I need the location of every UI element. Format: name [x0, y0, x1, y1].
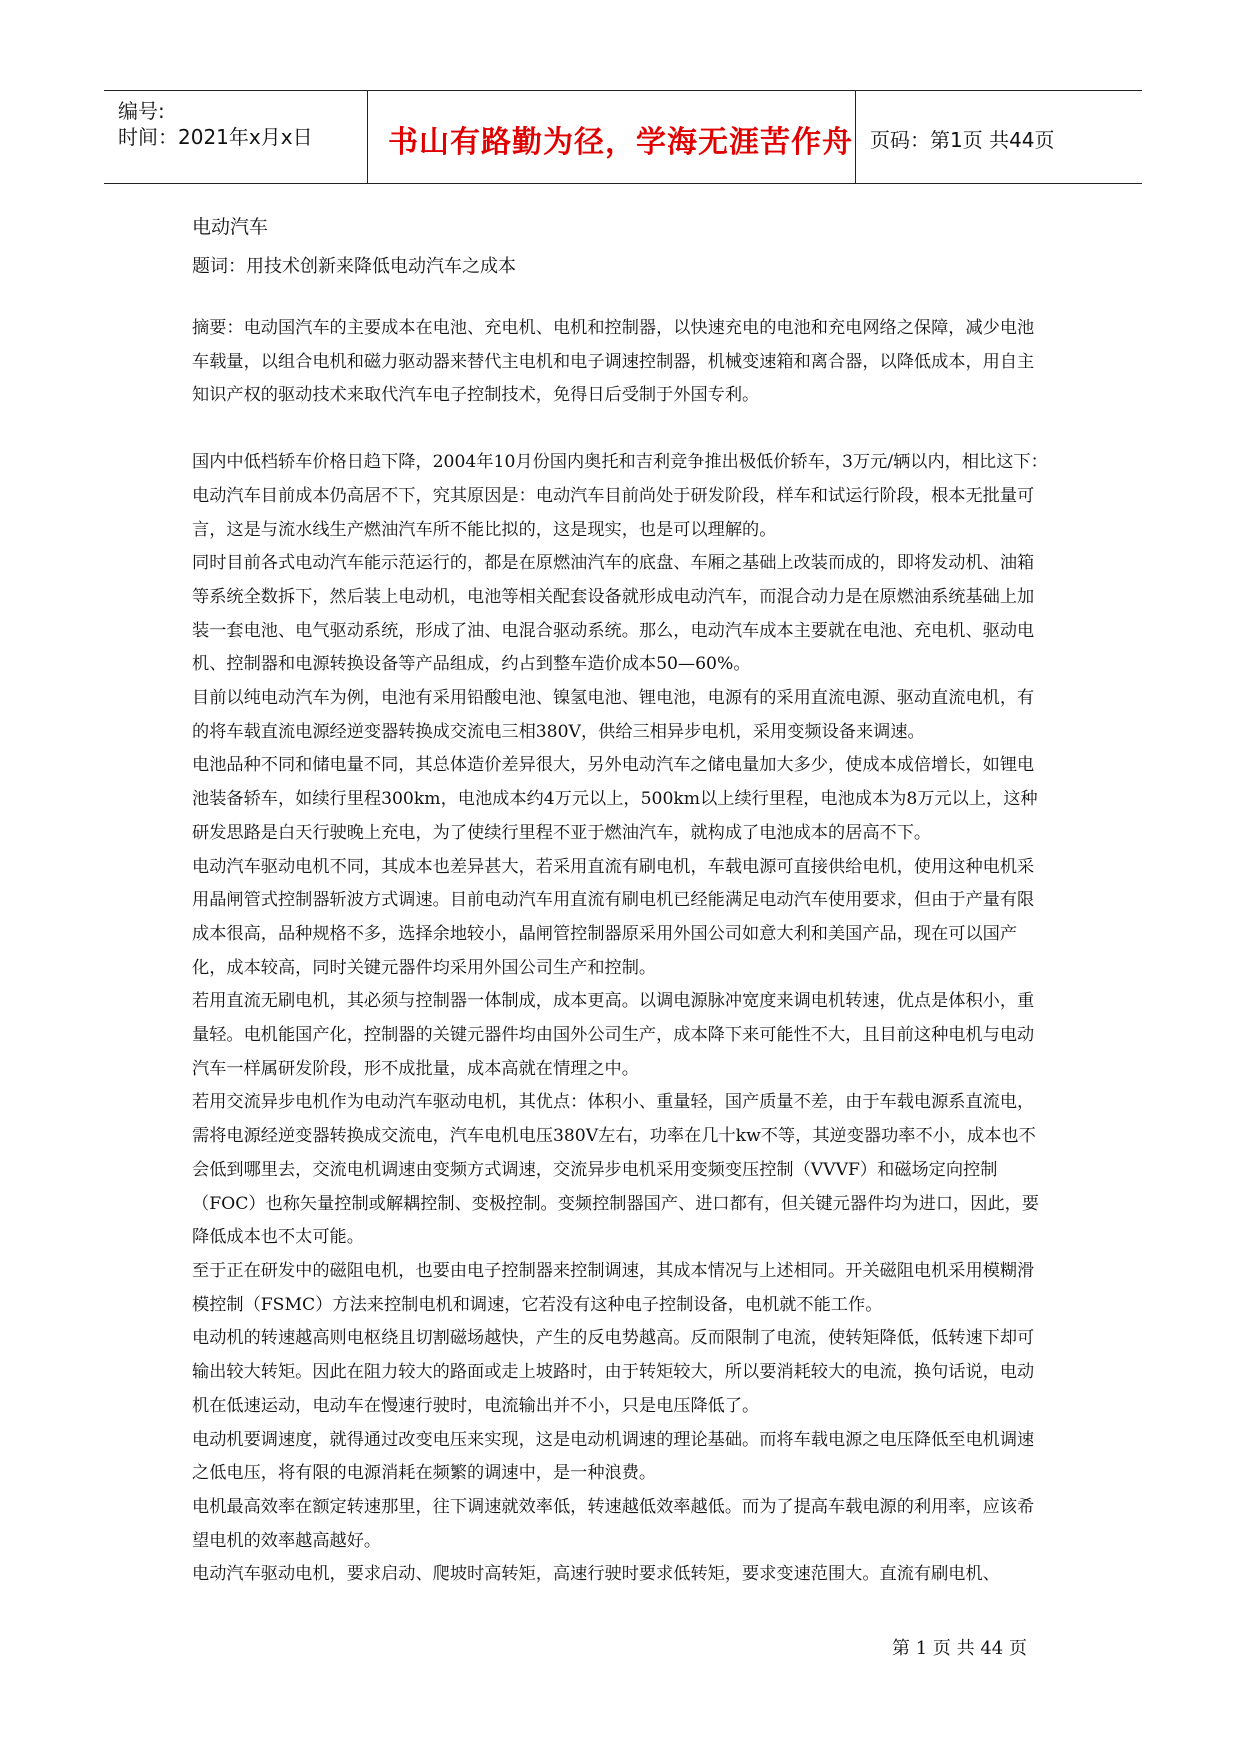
header-page-cell — [856, 91, 1142, 183]
header-motto: 书山有路勤为径，学海无涯苦作舟 — [388, 125, 853, 160]
header-motto-cell — [368, 91, 856, 183]
body-paragraph: 电池品种不同和储电量不同，其总体造价差异很大，另外电动汽车之储电量加大多少，使成本成倍增长，如锂电池装备轿车，如续行里程300km，电池成本约4万元以上，500km以上续行里程，电池成本为8万元以上，这种研发思路是白天行驶晚上充电，为了使续行里程不亚于燃油汽车，就构成了电池成本的居高不下。 — [192, 755, 1038, 843]
body-paragraph: 电动汽车驱动电机，要求启动、爬坡时高转矩，高速行驶时要求低转矩，要求变速范围大。直流有刷电机、 — [192, 1564, 1000, 1585]
body-paragraph: 目前以纯电动汽车为例，电池有采用铅酸电池、镍氢电池、锂电池，电源有的采用直流电源、驱动直流电机，有的将车载直流电源经逆变器转换成交流电三相380V，供给三相异步电机，采用变频设备来调速。 — [192, 688, 1035, 742]
body-paragraph: 若用直流无刷电机，其必须与控制器一体制成，成本更高。以调电源脉冲宽度来调电机转速，优点是体积小，重量轻。电机能国产化，控制器的关键元器件均由国外公司生产，成本降下来可能性不大，且目前这种电机与电动汽车一样属研发阶段，形不成批量，成本高就在情理之中。 — [192, 991, 1035, 1079]
body-paragraph: 电动机要调速度，就得通过改变电压来实现，这是电动机调速的理论基础。而将车载电源之电压降低至电机调速之低电压，将有限的电源消耗在频繁的调速中，是一种浪费。 — [192, 1429, 1035, 1484]
body-paragraph: 国内中低档轿车价格日趋下降，2004年10月份国内奥托和吉利竞争推出极低价轿车，3万元/辆以内，相比这下：电动汽车目前成本仍高居不下，究其原因是：电动汽车目前尚处于研发阶段，样车和试运行阶段，根本无批量可言，这是与流水线生产燃油汽车所不能比拟的，这是现实，也是可以理解的。 — [192, 452, 1048, 540]
header-page-info: 页码：第1页 共44页 — [870, 128, 1055, 152]
abstract-paragraph: 摘要：电动国汽车的主要成本在电池、充电机、电机和控制器，以快速充电的电池和充电网络之保障，减少电池车载量，以组合电机和磁力驱动器来替代主电机和电子调速控制器，机械变速箱和离合器，以降低成本，用自主知识产权的驱动技术来取代汽车电子控制技术，免得日后受制于外国专利。 — [192, 318, 1035, 406]
header-meta-cell — [104, 91, 368, 183]
body-paragraph: 若用交流异步电机作为电动汽车驱动电机，其优点：体积小、重量轻，国产质量不差，由于车载电源系直流电，需将电源经逆变器转换成交流电，汽车电机电压380V左右，功率在几十kw不等，其逆变器功率不小，成本也不会低到哪里去，交流电机调速由变频方式调速，交流异步电机采用变频变压控制（VVVF）和磁场定向控制（FOC）也称矢量控制或解耦控制、变极控制。变频控制器国产、进口都有，但关键元器件均为进口，因此，要降低成本也不太可能。 — [192, 1092, 1039, 1248]
body-paragraph: 电机最高效率在额定转速那里，往下调速就效率低，转速越低效率越低。而为了提高车载电源的利用率，应该希望电机的效率越高越好。 — [192, 1496, 1035, 1551]
body-paragraph: 同时目前各式电动汽车能示范运行的，都是在原燃油汽车的底盘、车厢之基础上改装而成的，即将发动机、油箱等系统全数拆下，然后装上电动机，电池等相关配套设备就形成电动汽车，而混合动力是在原燃油系统基础上加装一套电池、电气驱动系统，形成了油、电混合驱动系统。那么，电动汽车成本主要就在电池、充电机、驱动电机、控制器和电源转换设备等产品组成，约占到整车造价成本50—60%。 — [192, 553, 1035, 675]
document-title: 电动汽车 — [192, 216, 269, 238]
page-header — [104, 90, 1142, 184]
body-paragraph: 电动机的转速越高则电枢绕且切割磁场越快，产生的反电势越高。反而限制了电流，使转矩降低，低转速下却可输出较大转矩。因此在阻力较大的路面或走上坡路时，由于转矩较大，所以要消耗较大的电流，换句话说，电动机在低速运动，电动车在慢速行驶时，电流输出并不小，只是电压降低了。 — [192, 1328, 1035, 1416]
document-time-label: 时间：2021年x月x日 — [118, 125, 313, 149]
page-footer: 第 1 页 共 44 页 — [892, 1638, 1027, 1659]
body-paragraph: 电动汽车驱动电机不同，其成本也差异甚大，若采用直流有刷电机，车载电源可直接供给电机，使用这种电机采用晶闸管式控制器斩波方式调速。目前电动汽车用直流有刷电机已经能满足电动汽车使用要求，但由于产量有限成本很高，品种规格不多，选择余地较小，晶闸管控制器原采用外国公司如意大利和美国产品，现在可以国产化，成本较高，同时关键元器件均采用外国公司生产和控制。 — [192, 856, 1035, 978]
document-body — [192, 312, 1050, 1592]
document-subtitle: 题词：用技术创新来降低电动汽车之成本 — [192, 256, 516, 277]
body-paragraph: 至于正在研发中的磁阻电机，也要由电子控制器来控制调速，其成本情况与上述相同。开关磁阻电机采用模糊滑模控制（FSMC）方法来控制电机和调速，它若没有这种电子控制设备，电机就不能工作。 — [192, 1260, 1035, 1315]
document-number-label: 编号: — [118, 99, 165, 123]
